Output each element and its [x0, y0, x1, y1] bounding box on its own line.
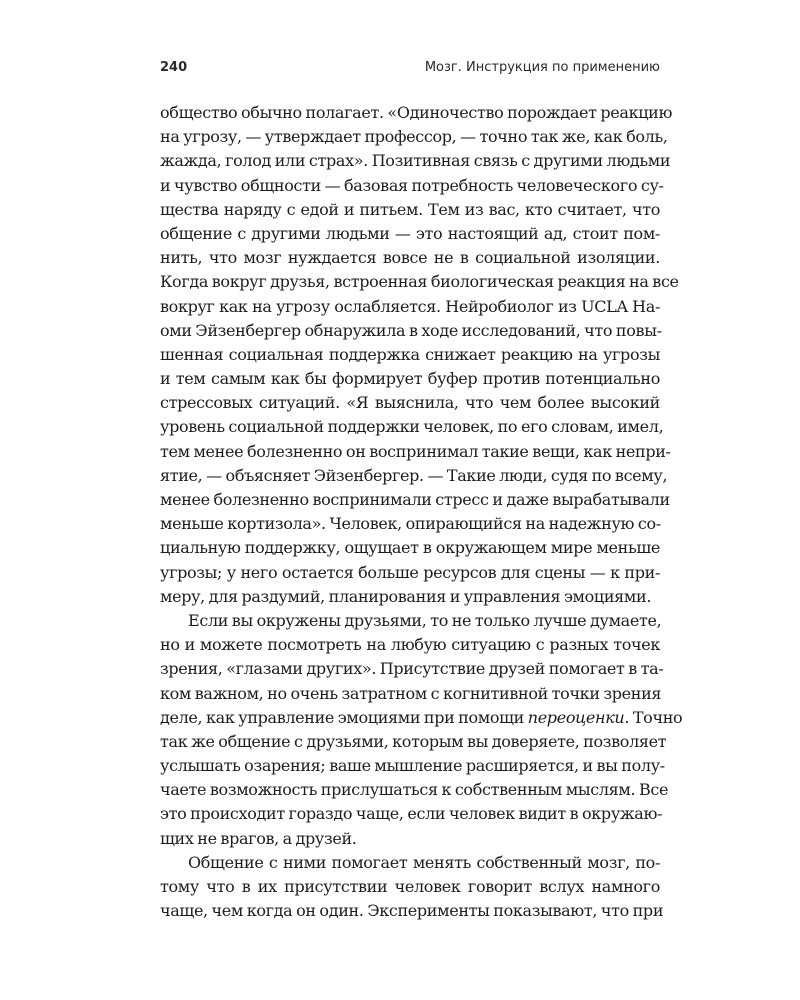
text-line: и чувство общности — базовая потребность человеческого су-: [160, 175, 664, 195]
text-line: оми Эйзенбергер обнаружила в ходе исследований, что повы-: [160, 320, 662, 340]
text-segment: деле, как управление эмоциями при помощи: [160, 707, 528, 727]
text-line: ком важном, но очень затратном с когнитивной точки зрения: [160, 683, 662, 703]
text-line: Если вы окружены друзьями, то не только лучше думаете,: [188, 610, 662, 630]
text-line: меру, для раздумий, планирования и управления эмоциями.: [160, 586, 652, 606]
text-line: циальную поддержку, ощущает в окружающем мире меньше: [160, 538, 660, 558]
text-segment: . Точно: [624, 707, 683, 727]
text-line: Когда вокруг друзья, встроенная биологическая реакция на все: [160, 272, 679, 292]
text-line: это происходит гораздо чаще, если человек видит в окружаю-: [160, 804, 663, 824]
text-line: шенная социальная поддержка снижает реакцию на угрозы: [160, 344, 660, 364]
text-line: нить, что мозг нуждается вовсе не в социальной изоляции.: [160, 248, 660, 268]
text-line: стрессовых ситуаций. «Я выяснила, что чем более высокий: [160, 393, 660, 413]
text-line: чаете возможность прислушаться к собственным мыслям. Все: [160, 780, 669, 800]
text-line: жажда, голод или страх». Позитивная связь с другими людьми: [160, 151, 671, 171]
text-line: Общение с ними помогает менять собственный мозг, по-: [188, 852, 660, 872]
page-number: 240: [160, 60, 188, 75]
text-line: на угрозу, — утверждает профессор, — точно так же, как боль,: [160, 127, 668, 147]
text-line: так же общение с друзьями, которым вы доверяете, позволяет: [160, 731, 667, 751]
body-text: [160, 101, 683, 923]
text-line: вокруг как на угрозу ослабляется. Нейробиолог из UCLA На-: [160, 296, 660, 316]
text-line: общество обычно полагает. «Одиночество порождает реакцию: [160, 103, 673, 122]
text-line: ятие, — объясняет Эйзенбергер. — Такие люди, судя по всему,: [160, 465, 668, 485]
text-line: угрозы; у него остается больше ресурсов для сцены — к при-: [160, 562, 660, 582]
text-line: зрения, «глазами других». Присутствие друзей помогает в та-: [160, 659, 664, 679]
text-line: общение с другими людьми — это настоящий ад, стоит пом-: [160, 223, 660, 243]
text-line: щества наряду с едой и питьем. Тем из вас, кто считает, что: [160, 199, 660, 219]
text-line: тем менее болезненно он воспринимал такие вещи, как непри-: [160, 441, 671, 461]
text-line: и тем самым как бы формирует буфер против потенциально: [160, 369, 660, 389]
text-line: тому что в их присутствии человек говорит вслух намного: [160, 877, 660, 896]
text-line: щих не врагов, а друзей.: [160, 828, 357, 848]
text-line: менее болезненно воспринимали стресс и даже вырабатывали: [160, 490, 670, 509]
book-title: Мозг. Инструкция по применению: [424, 60, 660, 75]
emphasized-term: переоценки: [527, 707, 625, 727]
text-line: уровень социальной поддержки человек, по его словам, имел,: [160, 417, 664, 437]
text-line: [160, 706, 683, 730]
text-line: чаще, чем когда он один. Эксперименты показывают, что при: [160, 901, 664, 921]
text-line: но и можете посмотреть на любую ситуацию с разных точек: [160, 635, 660, 655]
text-line: меньше кортизола». Человек, опирающийся на надежную со-: [160, 514, 661, 534]
running-header: [160, 60, 660, 82]
text-line: услышать озарения; ваше мышление расширяется, и вы полу-: [160, 756, 665, 776]
